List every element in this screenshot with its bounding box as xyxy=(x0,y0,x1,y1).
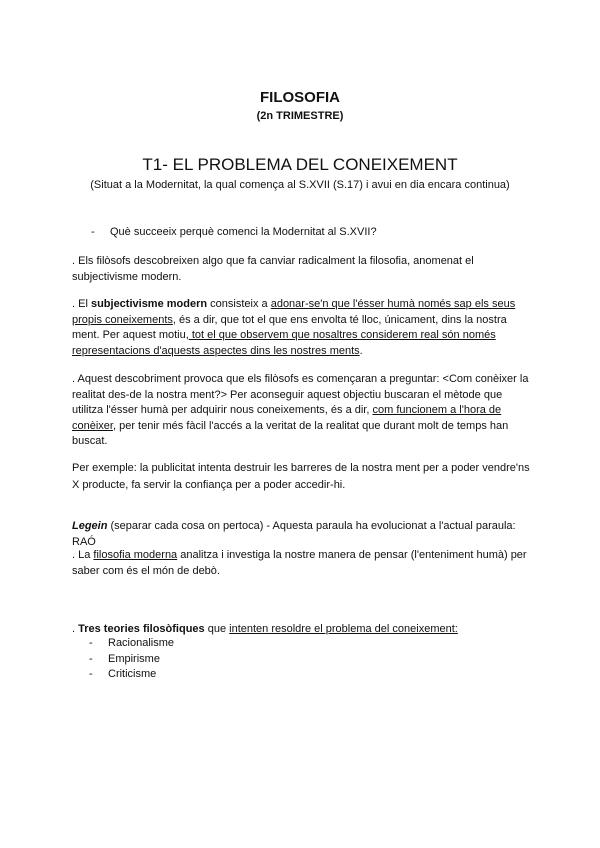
p2-end: . xyxy=(359,344,363,357)
paragraph-1: . Els filòsofs descobreixen algo que fa canviar radicalment la filosofia, anomenat el subjectivisme modern. xyxy=(72,255,474,283)
document-subtitle: (2n TRIMESTRE) xyxy=(256,110,344,122)
p7-underline: intenten resoldre el problema del coneixement: xyxy=(229,623,458,635)
paragraph-4: Per exemple: la publicitat intenta destruir les barreres de la nostra ment per a poder vendre'ns X producte, fa servir la confiança per a poder accedir-hi. xyxy=(72,462,530,491)
paragraph-3 xyxy=(72,372,534,450)
p3-underline: com funcionem a l'hora de conèixer xyxy=(72,404,502,432)
theory-criticisme: Criticisme xyxy=(108,668,157,680)
list-item xyxy=(89,652,174,668)
topic-heading: T1- EL PROBLEMA DEL CONEIXEMENT xyxy=(142,155,458,174)
p2-underline-2: tot el que observem que nosaltres considerem real són només representacions d'aquests aspectes dins les nostres ments xyxy=(72,329,496,357)
question-item xyxy=(91,226,377,238)
list-bullet: - xyxy=(89,637,93,649)
question-bullet: - xyxy=(91,226,95,238)
p2-mid1: consisteix a xyxy=(207,298,271,310)
topic-note: (Situat a la Modernitat, la qual comença al S.XVII (S.17) i avui en dia encara continua) xyxy=(90,179,510,191)
p2-underline-1: adonar-se'n que l'ésser humà només sap els seus propis coneixements xyxy=(72,298,516,326)
theory-empirisme: Empirisme xyxy=(108,652,160,665)
p6-post: analitza i investiga la nostre manera de pensar (l'enteniment humà) per saber com és el món de debò. xyxy=(72,549,527,577)
p5-term: Legein xyxy=(72,520,108,532)
p6-pre: . La xyxy=(72,549,94,561)
list-bullet: - xyxy=(89,652,93,665)
list-bullet: - xyxy=(89,668,93,680)
p2-mid2: , és a dir, que tot el que ens envolta té lloc, únicament, dins la nostra ment. Per aquest motiu, xyxy=(72,313,507,341)
p6-underline: filosofia moderna xyxy=(93,549,178,561)
p3-pre: . Aquest descobriment provoca que els filòsofs es començaran a preguntar: <Com conèixer la realitat des-de la nostra ment?> Per aconseguir aquest objectiu buscaran el mètode que utilitza l'ésser humà per adquirir nous coneixements, és a dir, xyxy=(72,373,529,416)
p2-prefix: . El xyxy=(72,298,91,310)
p3-post: , per tenir més fàcil l'accés a la veritat de la realitat que durant molt de temps han buscat. xyxy=(72,419,509,447)
theories-list xyxy=(89,636,174,683)
p7-bold: Tres teories filosòfiques xyxy=(78,623,205,635)
question-text: Què succeeix perquè comenci la Modernitat al S.XVII? xyxy=(110,226,377,238)
document-title: FILOSOFIA xyxy=(260,89,340,106)
paragraph-2 xyxy=(72,297,534,359)
p7-pre: . xyxy=(72,623,79,635)
paragraph-6 xyxy=(72,548,534,579)
paragraph-5 xyxy=(72,519,534,550)
list-item xyxy=(89,667,174,683)
p5-rest: (separar cada cosa on pertoca) - Aquesta paraula ha evolucionat a l'actual paraula: RAÓ xyxy=(72,520,516,548)
p7-mid: que xyxy=(204,623,230,635)
p2-term: subjectivisme modern xyxy=(90,298,208,310)
theory-racionalisme: Racionalisme xyxy=(108,637,175,649)
list-item xyxy=(89,636,174,652)
